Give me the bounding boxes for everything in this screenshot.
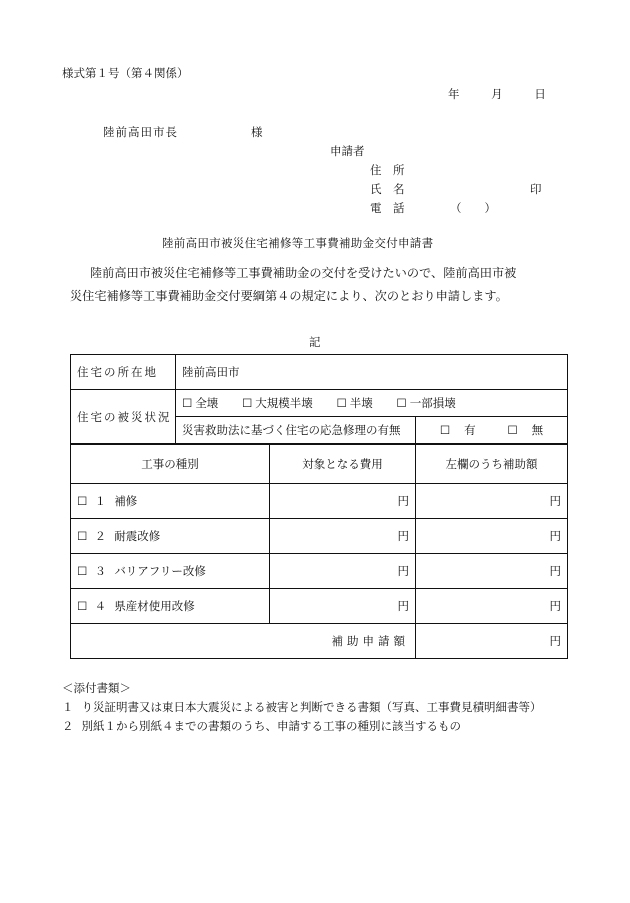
subsidy-cell[interactable]: 円 <box>416 484 568 519</box>
checkbox-icon: ☐ <box>77 494 88 508</box>
work-name: 県産材使用改修 <box>114 599 195 613</box>
damage-options <box>176 390 568 417</box>
work-name: 耐震改修 <box>114 529 161 543</box>
total-row <box>71 624 568 659</box>
attachments-title: ＜添付書類＞ <box>62 681 131 695</box>
body-line: 陸前高田市被災住宅補修等工事費補助金の交付を受けたいので、陸前高田市被 <box>90 266 517 280</box>
addressee-name: 陸前高田市長 <box>103 125 178 139</box>
checkbox-icon: ☐ <box>336 396 347 410</box>
subsidy-cell[interactable]: 円 <box>416 519 568 554</box>
location-label: 住宅の所在地 <box>71 355 176 390</box>
repair-options <box>416 417 568 445</box>
work-name: 補修 <box>114 494 138 508</box>
location-row <box>71 355 568 390</box>
date-year: 年 <box>448 87 460 101</box>
work-type[interactable] <box>71 589 270 624</box>
work-number: ３ <box>94 564 107 578</box>
application-table <box>70 354 568 659</box>
form-number: 様式第１号（第４関係） <box>62 66 189 80</box>
damage-label: 住宅の被災状況 <box>71 390 176 445</box>
header-row <box>71 444 568 484</box>
damage-option-ichibu[interactable] <box>396 395 455 411</box>
repair-option-yes[interactable] <box>440 422 476 438</box>
attachment-text: 別紙１から別紙４までの書類のうち、申請する工事の種別に該当するもの <box>81 719 461 733</box>
attachment-item <box>62 718 461 734</box>
attachment-text: り災証明書又は東日本大震災による被害と判断できる書類（写真、工事費見積明細書等） <box>81 700 542 714</box>
header-subsidy: 左欄のうち補助額 <box>416 444 568 484</box>
damage-row <box>71 390 568 417</box>
cost-cell[interactable]: 円 <box>270 484 416 519</box>
damage-option-hankai[interactable] <box>336 395 372 411</box>
phone-label: 電 話 <box>370 201 405 215</box>
work-number: １ <box>94 494 107 508</box>
work-row <box>71 554 568 589</box>
checkbox-icon: ☐ <box>77 529 88 543</box>
header-work-type: 工事の種別 <box>71 444 270 484</box>
body-text <box>70 262 516 308</box>
applicant-label: 申請者 <box>330 144 365 158</box>
cost-cell[interactable]: 円 <box>270 589 416 624</box>
work-row <box>71 589 568 624</box>
seal-mark: 印 <box>530 182 542 196</box>
work-row <box>71 519 568 554</box>
attachment-number: １ <box>62 700 74 714</box>
checkbox-icon: ☐ <box>439 423 451 437</box>
body-line: 災住宅補修等工事費補助金交付要綱第４の規定により、次のとおり申請します。 <box>70 289 508 303</box>
work-number: ４ <box>94 599 107 613</box>
date-month: 月 <box>491 87 503 101</box>
option-label: 無 <box>531 423 544 437</box>
option-label: 半壊 <box>349 396 373 410</box>
checkbox-icon: ☐ <box>77 599 88 613</box>
subsidy-cell[interactable]: 円 <box>416 589 568 624</box>
checkbox-icon: ☐ <box>77 564 88 578</box>
checkbox-icon: ☐ <box>241 396 253 410</box>
date-line <box>448 86 546 102</box>
date-day: 日 <box>534 87 546 101</box>
work-row <box>71 484 568 519</box>
total-label: 補助申請額 <box>71 624 416 659</box>
repair-option-no[interactable] <box>507 422 543 438</box>
work-type[interactable] <box>71 519 270 554</box>
addressee-honorific: 様 <box>251 125 263 139</box>
work-name: バリアフリー改修 <box>114 564 206 578</box>
document-title: 陸前高田市被災住宅補修等工事費補助金交付申請書 <box>162 236 434 250</box>
work-type[interactable] <box>71 554 270 589</box>
cost-cell[interactable]: 円 <box>270 519 416 554</box>
work-type[interactable] <box>71 484 270 519</box>
work-number: ２ <box>94 529 107 543</box>
cost-cell[interactable]: 円 <box>270 554 416 589</box>
option-label: 有 <box>464 423 476 437</box>
option-label: 一部損壊 <box>409 396 456 410</box>
attachment-item <box>62 699 542 715</box>
name-label: 氏 名 <box>370 182 405 196</box>
option-label: 大規模半壊 <box>255 396 313 410</box>
location-value[interactable]: 陸前高田市 <box>176 355 568 390</box>
total-amount[interactable]: 円 <box>416 624 568 659</box>
damage-option-daikibo[interactable] <box>242 395 313 411</box>
option-label: 全壊 <box>195 396 219 410</box>
damage-option-zenkai[interactable] <box>182 395 218 411</box>
repair-question: 災害救助法に基づく住宅の応急修理の有無 <box>176 417 416 445</box>
address-label: 住 所 <box>370 163 405 177</box>
checkbox-icon: ☐ <box>507 423 518 437</box>
checkbox-icon: ☐ <box>396 396 407 410</box>
checkbox-icon: ☐ <box>182 396 193 410</box>
attachment-number: ２ <box>62 719 74 733</box>
phone-parens: （ ） <box>450 201 496 215</box>
ki-mark: 記 <box>309 335 321 349</box>
header-cost: 対象となる費用 <box>270 444 416 484</box>
subsidy-cell[interactable]: 円 <box>416 554 568 589</box>
